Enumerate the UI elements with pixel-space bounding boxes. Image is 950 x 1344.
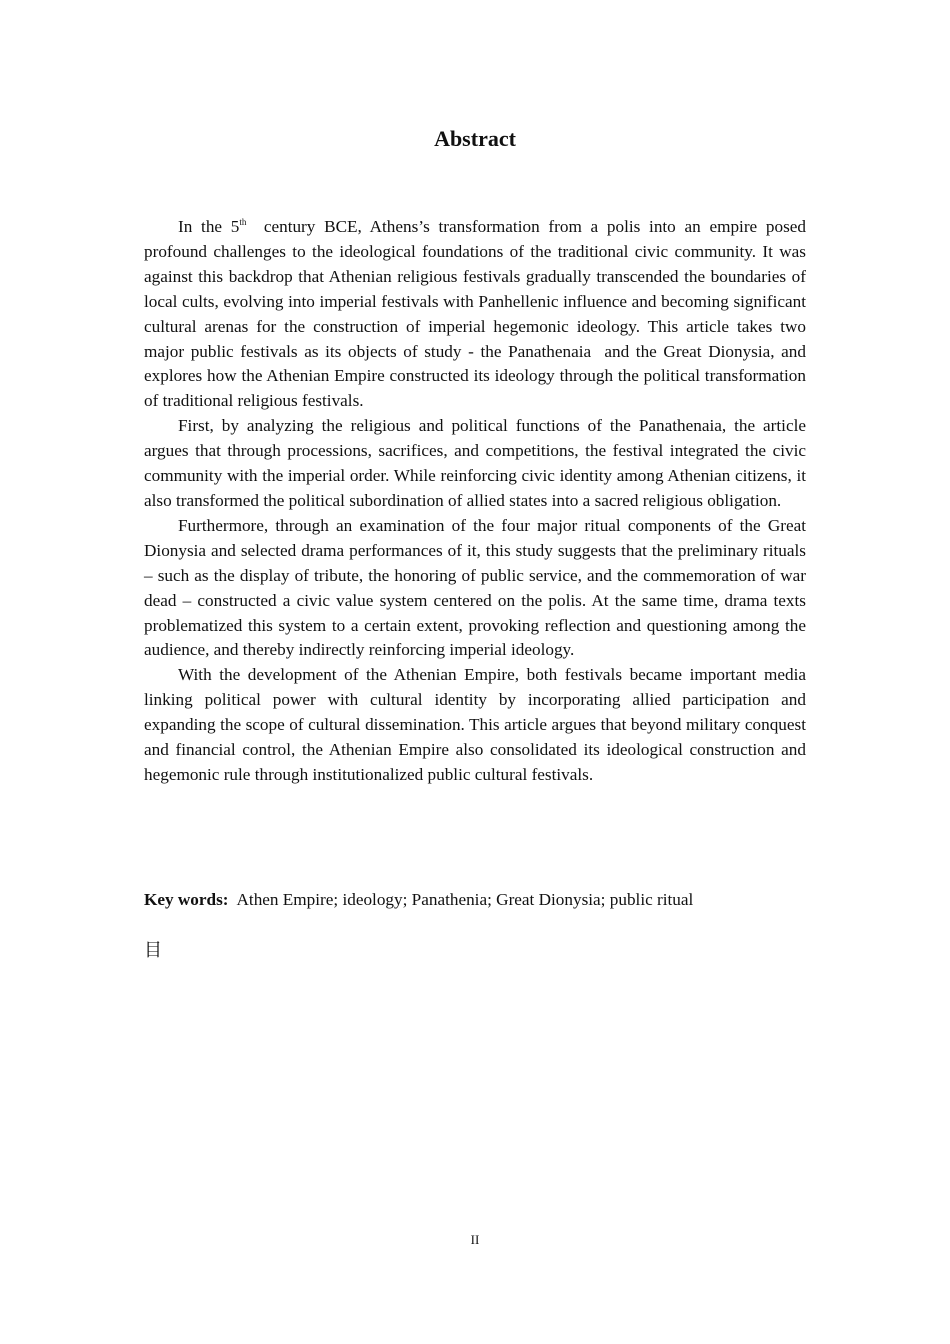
- abstract-paragraph-1: [144, 215, 811, 414]
- abstract-title: Abstract: [434, 126, 516, 151]
- abstract-paragraph-4: With the development of the Athenian Empire, both festivals became important media linking political power with cultural identity by incorporating allied participation and expanding the scope of cultural dissemination. This article argues that beyond military conquest and financial control, the Athenian Empire also consolidated its ideological construction and hegemonic rule through institutionalized public cultural festivals.: [144, 665, 806, 784]
- keywords-value: Athen Empire; ideology; Panathenia; Great Dionysia; public ritual: [236, 890, 694, 909]
- paragraph-1-lead: In the 5: [178, 217, 240, 236]
- toc-heading-fragment: 目: [144, 940, 162, 961]
- abstract-body: [144, 215, 811, 788]
- paragraph-1-rest: century BCE, Athens’s transformation from a polis into an empire posed profound challenges to the ideological foundations of the traditional civic community. It was against this backdrop that Athenian religious festivals gradually transcended the boundaries of local cults, evolving into imperial festivals with Panhellenic influence and becoming significant cultural arenas for the construction of imperial hegemonic ideology. This article takes two major public festivals as its objects of study - the Panathenaia and the Great Dionysia, and explores how the Athenian Empire constructed its ideology through the political transformation of traditional religious festivals.: [144, 217, 811, 411]
- keywords-label: Key words:: [144, 890, 229, 909]
- page-number: II: [470, 1232, 480, 1247]
- abstract-paragraph-3: Furthermore, through an examination of the four major ritual components of the Great Dionysia and selected drama performances of it, this study suggests that the preliminary rituals – such as the display of tribute, the honoring of public service, and the commemoration of war dead – constructed a civic value system centered on the polis. At the same time, drama texts problematized this system to a certain extent, provoking reflection and questioning among the audience, and thereby indirectly reinforcing imperial ideology.: [144, 515, 806, 660]
- ordinal-suffix: th: [239, 217, 247, 227]
- keywords-line: [144, 887, 806, 912]
- abstract-paragraph-2: First, by analyzing the religious and political functions of the Panathenaia, the article argues that through processions, sacrifices, and competitions, the festival integrated the civic community with the imperial order. While reinforcing civic identity among Athenian citizens, it also transformed the political subordination of allied states into a sacred religious obligation.: [144, 416, 806, 510]
